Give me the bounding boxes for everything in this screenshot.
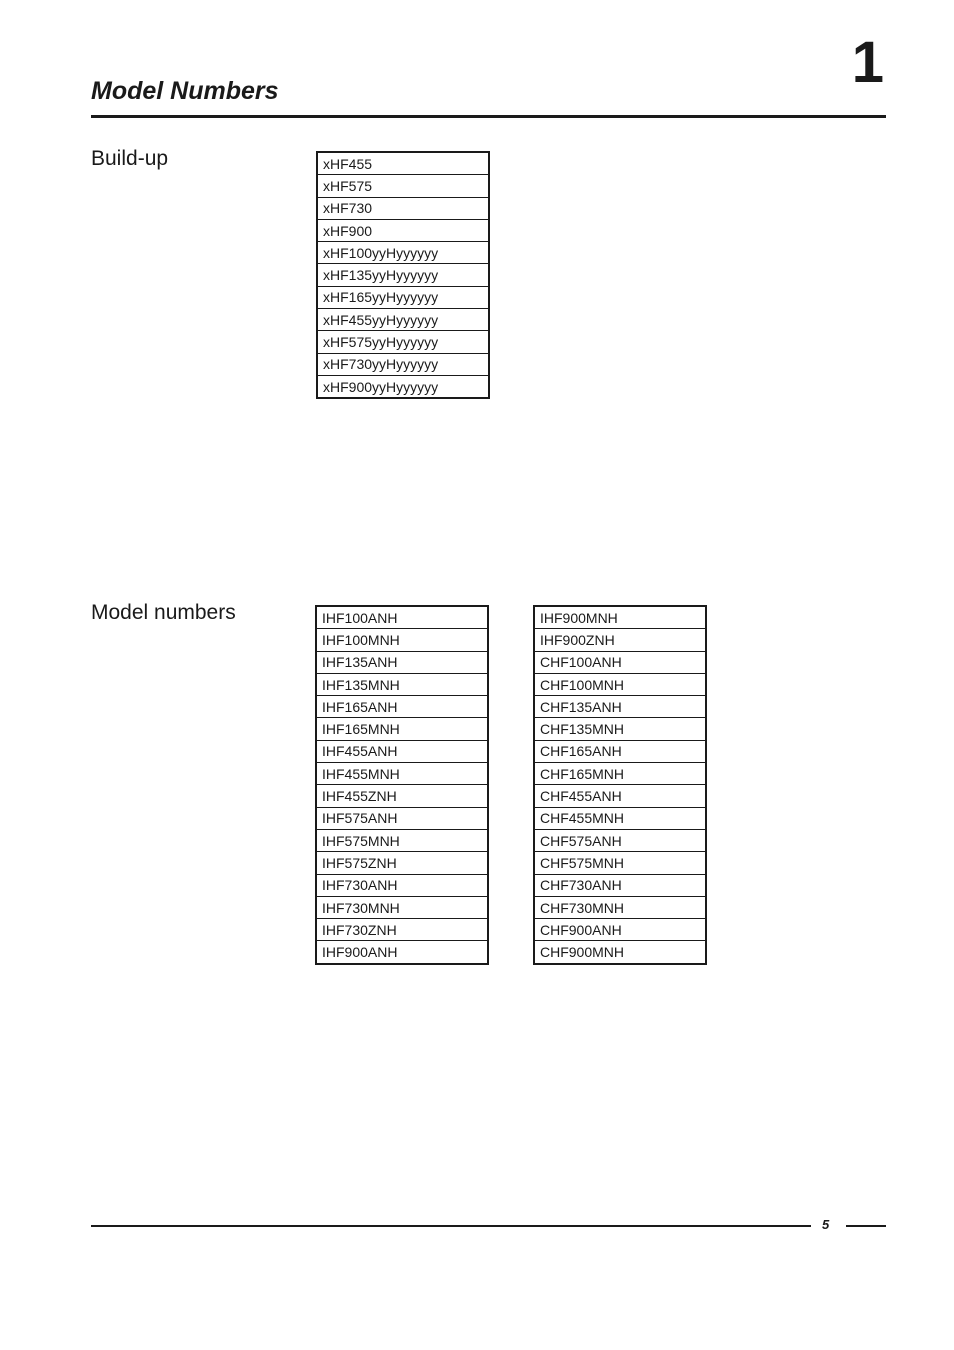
page-title: Model Numbers <box>91 77 279 105</box>
table-cell: CHF730MNH <box>534 896 706 918</box>
buildup-table <box>316 151 490 399</box>
table-row <box>316 696 488 718</box>
table-cell: CHF900MNH <box>534 941 706 964</box>
table-cell: CHF575ANH <box>534 829 706 851</box>
table-cell: IHF135MNH <box>316 673 488 695</box>
table-row <box>534 629 706 651</box>
table-row <box>534 807 706 829</box>
table-row <box>317 219 489 241</box>
table-cell: CHF165MNH <box>534 763 706 785</box>
table-cell: IHF165MNH <box>316 718 488 740</box>
table-row <box>317 197 489 219</box>
table-cell: CHF135ANH <box>534 696 706 718</box>
table-row <box>316 807 488 829</box>
table-row <box>316 919 488 941</box>
table-cell: xHF900yyHyyyyyy <box>317 375 489 398</box>
table-cell: xHF575yyHyyyyyy <box>317 331 489 353</box>
table-row <box>317 286 489 308</box>
page-number: 5 <box>822 1217 830 1232</box>
footer-divider-left <box>91 1225 811 1227</box>
table-row <box>317 331 489 353</box>
table-cell: IHF730ZNH <box>316 919 488 941</box>
table-row <box>317 242 489 264</box>
model-numbers-section-label: Model numbers <box>91 601 236 624</box>
table-cell: xHF900 <box>317 219 489 241</box>
table-row <box>534 896 706 918</box>
table-row <box>317 375 489 398</box>
table-row <box>534 829 706 851</box>
table-row <box>534 785 706 807</box>
table-cell: CHF575MNH <box>534 852 706 874</box>
table-cell: CHF165ANH <box>534 740 706 762</box>
table-cell: IHF100MNH <box>316 629 488 651</box>
table-cell: xHF575 <box>317 175 489 197</box>
table-cell: CHF100MNH <box>534 673 706 695</box>
table-row <box>534 696 706 718</box>
table-row <box>534 718 706 740</box>
table-row <box>316 874 488 896</box>
table-cell: IHF730ANH <box>316 874 488 896</box>
table-cell: IHF100ANH <box>316 606 488 629</box>
table-cell: IHF455MNH <box>316 763 488 785</box>
table-row <box>317 175 489 197</box>
chapter-number: 1 <box>851 30 884 95</box>
table-row <box>534 919 706 941</box>
table-cell: IHF575ZNH <box>316 852 488 874</box>
table-row <box>316 941 488 964</box>
table-row <box>534 673 706 695</box>
table-cell: xHF165yyHyyyyyy <box>317 286 489 308</box>
table-row <box>534 651 706 673</box>
table-cell: xHF455 <box>317 152 489 175</box>
table-row <box>534 941 706 964</box>
table-row <box>317 353 489 375</box>
table-cell: IHF135ANH <box>316 651 488 673</box>
table-row <box>317 264 489 286</box>
table-cell: IHF165ANH <box>316 696 488 718</box>
buildup-section-label: Build-up <box>91 147 169 170</box>
table-row <box>316 606 488 629</box>
table-row <box>316 651 488 673</box>
table-cell: xHF100yyHyyyyyy <box>317 242 489 264</box>
model-numbers-table-left <box>315 605 489 965</box>
table-cell: IHF455ANH <box>316 740 488 762</box>
table-row <box>534 874 706 896</box>
model-numbers-table-right <box>533 605 707 965</box>
table-row <box>317 309 489 331</box>
table-row <box>534 852 706 874</box>
table-cell: IHF900ANH <box>316 941 488 964</box>
table-cell: IHF900ZNH <box>534 629 706 651</box>
table-row <box>316 740 488 762</box>
table-cell: xHF455yyHyyyyyy <box>317 309 489 331</box>
table-cell: xHF730yyHyyyyyy <box>317 353 489 375</box>
table-row <box>316 763 488 785</box>
table-cell: IHF730MNH <box>316 896 488 918</box>
table-row <box>316 896 488 918</box>
table-row <box>534 763 706 785</box>
table-row <box>534 740 706 762</box>
header-divider <box>91 115 886 118</box>
table-cell: CHF455ANH <box>534 785 706 807</box>
table-cell: IHF575MNH <box>316 829 488 851</box>
table-row <box>316 829 488 851</box>
table-row <box>534 606 706 629</box>
table-cell: IHF575ANH <box>316 807 488 829</box>
table-row <box>317 152 489 175</box>
table-cell: CHF135MNH <box>534 718 706 740</box>
table-cell: CHF900ANH <box>534 919 706 941</box>
table-cell: IHF455ZNH <box>316 785 488 807</box>
table-cell: xHF730 <box>317 197 489 219</box>
table-cell: CHF455MNH <box>534 807 706 829</box>
table-row <box>316 852 488 874</box>
table-row <box>316 673 488 695</box>
table-cell: xHF135yyHyyyyyy <box>317 264 489 286</box>
table-cell: CHF730ANH <box>534 874 706 896</box>
table-cell: IHF900MNH <box>534 606 706 629</box>
footer-divider-right <box>846 1225 886 1227</box>
table-row <box>316 718 488 740</box>
table-row <box>316 629 488 651</box>
table-row <box>316 785 488 807</box>
table-cell: CHF100ANH <box>534 651 706 673</box>
